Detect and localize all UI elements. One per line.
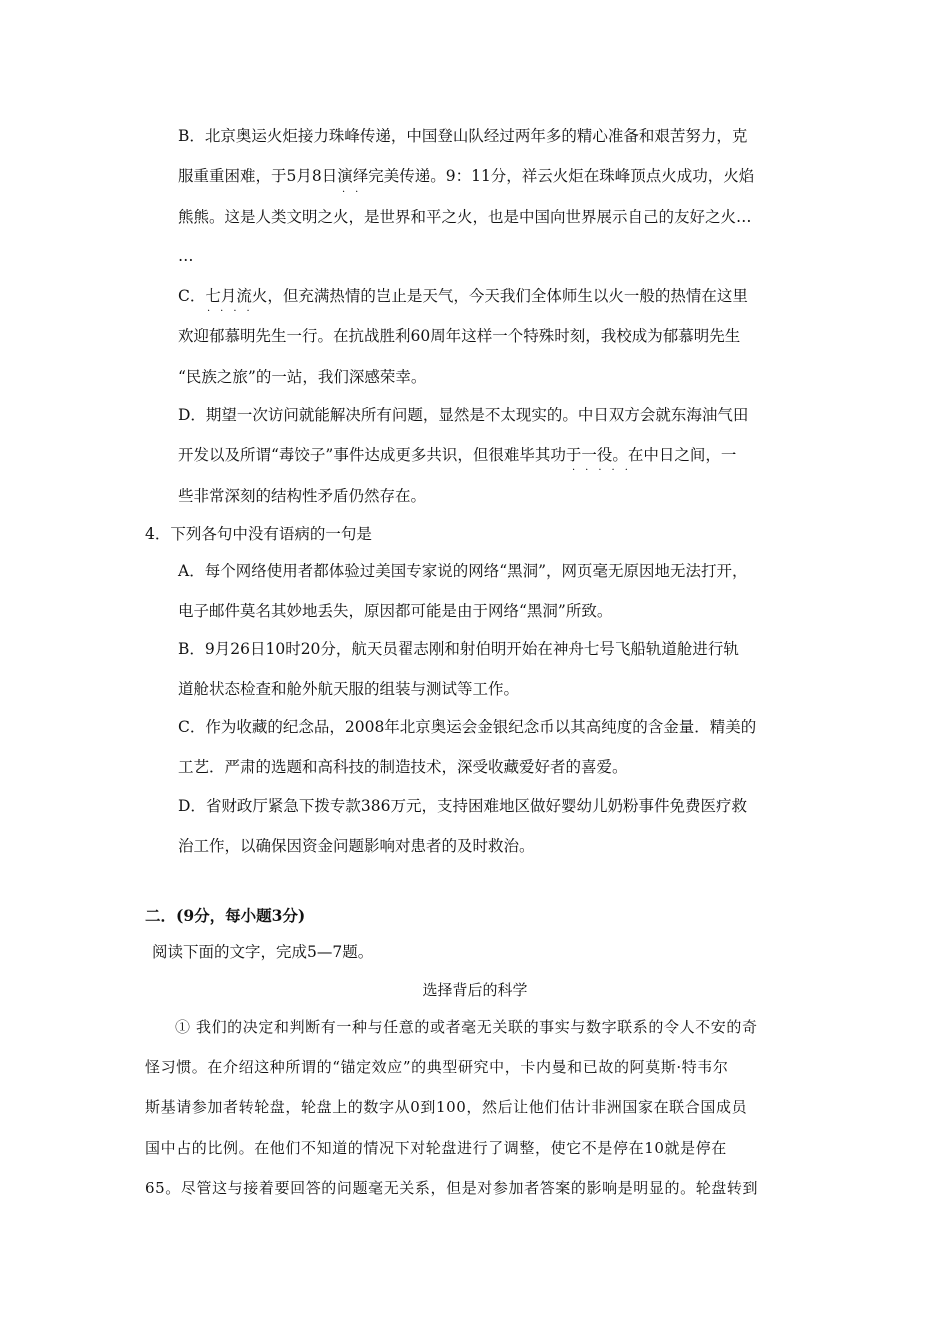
q4-option-d-line-2: 治工作，以确保因资金问题影响对患者的及时救治。 [178,837,535,855]
q4-option-b-line-1: B．9月26日10时20分，航天员翟志刚和射伯明开始在神舟七号飞船轨道舱进行轨 [178,640,739,658]
q3-option-b-line-2: 服重重困难，于5月8日演绎完美传递。9：11分，祥云火炬在珠峰顶点火成功，火焰 [178,167,755,185]
q4-option-d-line-1: D．省财政厅紧急下拨专款386万元，支持困难地区做好婴幼儿奶粉事件免费医疗救 [178,797,748,815]
q3-option-c-line-3: “民族之旅”的一站，我们深感荣幸。 [178,368,427,386]
q3-option-d-line-1: D．期望一次访问就能解决所有问题，显然是不太现实的。中日双方会就东海油气田 [178,406,749,424]
section-heading: 二．(9分，每小题3分) [145,906,306,925]
q4-option-c-line-1: C．作为收藏的纪念品，2008年北京奥运会金银纪念币以其高纯度的含金量．精美的 [178,718,757,736]
q3-option-d-line-2: 开发以及所谓“毒饺子”事件达成更多共识，但很难毕其功于一役。在中日之间，一 [178,446,737,464]
paragraph-1-line-5: 65。尽管这与接着要回答的问题毫无关系，但是对参加者答案的影响是明显的。轮盘转到 [145,1179,759,1197]
q3-option-b-line-3: 熊熊。这是人类文明之火，是世界和平之火，也是中国向世界展示自己的友好之火… [178,208,752,226]
q3-option-c-line-2: 欢迎郁慕明先生一行。在抗战胜利60周年这样一个特殊时刻，我校成为郁慕明先生 [178,327,741,345]
emphasis-dots: ····· [572,465,638,476]
q3-option-c-line-1: C．七月流火，但充满热情的岂止是天气，今天我们全体师生以火一般的热情在这里 [178,287,748,305]
section-instruction: 阅读下面的文字，完成5—7题。 [152,943,374,961]
q4-option-a-line-2: 电子邮件莫名其妙地丢失，原因都可能是由于网络“黑洞”所致。 [178,602,613,620]
paragraph-1-line-4: 国中占的比例。在他们不知道的情况下对轮盘进行了调整，使它不是停在10就是停在 [145,1139,727,1157]
q4-option-a-line-1: A．每个网络使用者都体验过美国专家说的网络“黑洞”，网页毫无原因地无法打开， [178,562,748,580]
q3-option-b-line-1: B．北京奥运火炬接力珠峰传递，中国登山队经过两年多的精心准备和艰苦努力，克 [178,127,748,145]
paragraph-1-line-2: 怪习惯。在介绍这种所谓的“锚定效应”的典型研究中，卡内曼和已故的阿莫斯·特韦尔 [145,1058,729,1076]
q4-option-b-line-2: 道舱状态检查和舱外航天服的组装与测试等工作。 [178,680,520,698]
emphasis-dots: ···· [207,306,260,317]
q3-option-b-line-4: … [178,247,194,265]
paragraph-1-line-1: ① 我们的决定和判断有一种与任意的或者毫无关联的事实与数字联系的令人不安的奇 [175,1018,758,1036]
paragraph-1-line-3: 斯基请参加者转轮盘，轮盘上的数字从0到100，然后让他们估计非洲国家在联合国成员 [145,1098,748,1116]
q4-stem: 4．下列各句中没有语病的一句是 [145,525,372,543]
q4-option-c-line-2: 工艺．严肃的选题和高科技的制造技术，深受收藏爱好者的喜爱。 [178,758,628,776]
q3-option-d-line-3: 些非常深刻的结构性矛盾仍然存在。 [178,487,427,505]
article-title: 选择背后的科学 [422,981,528,999]
emphasis-dots: ·· [342,187,369,198]
